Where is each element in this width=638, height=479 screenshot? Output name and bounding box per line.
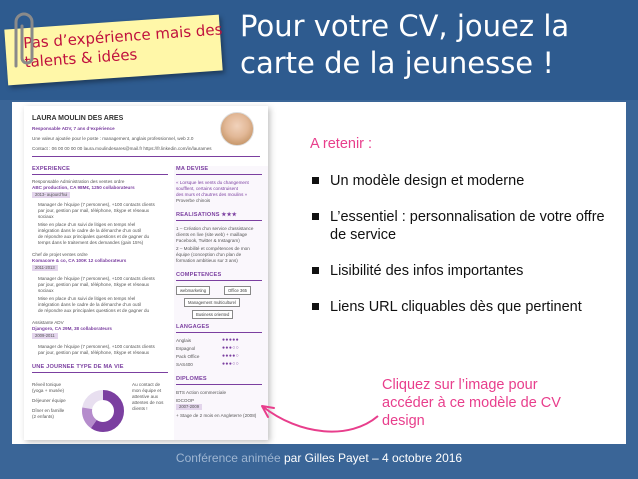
paperclip-icon [2,8,42,70]
key-point [310,208,620,244]
key-points-list [310,172,620,316]
bullet-square-icon [312,267,319,274]
key-point-text: Un modèle design et moderne [330,173,525,189]
cv-skill-tag: Business oriented [192,310,233,319]
key-point [310,262,620,280]
cv-avatar [220,112,254,146]
cv-divider [32,174,168,175]
cv-exp1-company: ABC production, CA 98M€, 1250 collaborateurs [32,185,135,190]
cv-section-realisations: REALISATIONS ★★★ [176,212,238,218]
key-point [310,172,620,190]
cv-divider [32,372,168,373]
cv-day-label: Au contact de [132,382,161,387]
cv-exp1-bullet: temps dans le traitement des demandes (gain 15%) [38,240,144,245]
sticky-note-text: Pas d’expérience mais des talents & idées [22,20,223,72]
cv-section-journee: UNE JOURNEE TYPE DE MA VIE [32,364,124,370]
cv-diploma-date: 2007-2009 [176,404,202,410]
cv-language-rating: ●●●●○ [222,353,240,359]
cv-section-diplomes: DIPLOMES [176,376,207,382]
cv-realisation-text: clients en live (site web) + maillage [176,232,248,237]
bullet-square-icon [312,303,319,310]
cv-section-langages: LANGAGES [176,324,210,330]
cv-skill-tag: Office 365 [224,286,251,295]
cv-day-label: attentes de nos [132,400,164,405]
cv-divider [176,332,262,333]
cv-role: Responsable ADV, 7 ans d’expérience [32,126,115,131]
cv-realisation-text: équipe (conception d’un plan de [176,252,242,257]
cv-day-label: Déjeuner équipe [32,398,66,403]
cv-exp2-bullet: sociaux [38,288,54,293]
cv-summary: Une valeur ajoutée pour le poste : management, anglais professionnel, web 2.0 [32,136,194,141]
cv-day-label: (yoga + musée) [32,388,65,393]
cv-language-rating: ●●●●● [222,337,240,343]
cv-day-label: clients ! [132,406,148,411]
retenir-label: A retenir : [310,136,373,152]
cv-exp2-bullet: Mise en place d’un suivi de litiges en temps réel [38,296,136,301]
cv-template-thumbnail[interactable] [24,106,268,440]
cv-exp2-bullet: par jour, gestion par mail, téléphone, Skype et réseaux [38,282,150,287]
cv-exp1-date: 2013- aujourd’hui [32,192,70,198]
cv-language-label: Pack Office [176,354,200,359]
cv-realisation-text: 1 – Création d’un service d’assistance [176,226,254,231]
cv-section-devise: MA DEVISE [176,166,209,172]
key-point-text: L’essentiel : personnalisation de votre offre de service [330,209,605,243]
slide-title: Pour votre CV, jouez la carte de la jeunesse ! [240,9,570,80]
cv-language-label: SAS400 [176,362,193,367]
cv-devise-text: des murs et d’autres des moulins » [176,192,248,197]
key-point-text: Liens URL cliquables dès que pertinent [330,299,582,315]
cv-realisation-text: 2 – Mobilité et compétences de mon [176,246,250,251]
cv-divider [176,174,262,175]
key-point-text: Lisibilité des infos importantes [330,263,524,279]
cv-realisation-text: formation ambitieux sur 3 ans) [176,258,238,263]
cv-day-label: attentive aux [132,394,159,399]
cv-language-label: Espagnol [176,346,196,351]
footer-main-text: par Gilles Payet – 4 octobre 2016 [283,451,463,465]
cv-exp3-date: 2009-2011 [32,333,58,339]
cv-exp1-bullet: intégration dans le cadre de la démarche d’un outil [38,228,141,233]
cv-devise-text: soufflent, certains construisent [176,186,238,191]
cv-divider [32,156,260,157]
cv-section-experience: EXPERIENCE [32,166,71,172]
cv-exp3-company: Djangoro, CA 29M, 38 collaborateurs [32,326,112,331]
cv-devise-text: « Lorsque les vents du changement [176,180,249,185]
cv-exp1-bullet: Manager de l’équipe (7 personnes), +100 contacts clients [38,202,155,207]
cv-divider [176,280,262,281]
cv-day-label: Réveil tonique [32,382,62,387]
cv-devise-text: Proverbe chinois [176,198,211,203]
cv-exp1-bullet: de répondre aux principales questions et de gagner du [38,234,150,239]
cv-exp2-bullet: intégration dans le cadre de la démarche d’un outil [38,302,141,307]
cv-day-label: mon équipe et [132,388,162,393]
footer-light-text: Conférence animée [175,451,284,465]
cv-diploma-text: + Stage de 2 mois en Angleterre (2008) [176,413,257,418]
cv-exp1-title: Responsable Administration des ventes ordre [32,179,125,184]
cv-exp1-bullet: Mise en place d’un suivi de litiges en temps réel [38,222,136,227]
bullet-square-icon [312,213,319,220]
cv-contact: Contact : 06 00 00 00 00 laura.moulindesares@mail.fr https://fr.linkedin.com/in/laurames [32,146,212,151]
curved-arrow-icon [250,380,390,440]
cv-language-label: Anglais [176,338,192,343]
cv-exp3-title: Assistante ADV [32,320,64,325]
cv-section-competences: COMPETENCES [176,272,222,278]
cv-exp2-company: Komacore & co, CA 100K 12 collaborateurs [32,258,127,263]
cv-day-donut-chart [80,388,126,434]
cv-exp2-bullet: de répondre aux principales questions et de gagner du [38,308,150,313]
cv-day-label: Dîner en famille [32,408,65,413]
cv-exp3-bullet: Manager de l’équipe (7 personnes), +100 contacts clients [38,344,155,349]
cv-exp2-date: 2011-2013 [32,265,58,271]
cta-link[interactable]: Cliquez sur l’image pour accéder à ce modèle de CV design [382,377,561,429]
cv-exp2-title: Chef de projet ventes ordre [32,252,88,257]
cv-exp1-bullet: sociaux [38,214,54,219]
cv-realisation-text: Facebook, Twitter & Instagram) [176,238,240,243]
cv-name: LAURA MOULIN DES ARES [32,115,124,122]
cv-divider [176,220,262,221]
cv-skill-tag: Management multiculturel [184,298,240,307]
cv-day-label: (2 enfants) [32,414,54,419]
key-point [310,298,620,316]
cv-diploma-text: IDCOOP [176,398,195,403]
cv-skill-tag: webmarketing [176,286,210,295]
cv-exp2-bullet: Manager de l’équipe (7 personnes), +100 contacts clients [38,276,155,281]
bullet-square-icon [312,177,319,184]
slide-footer [0,451,638,465]
cv-language-rating: ●●●○○ [222,345,240,351]
cv-exp3-bullet: par jour, gestion par mail, téléphone, Skype et réseaux [38,350,150,355]
cv-diploma-text: BTS Action commerciale [176,390,227,395]
cv-language-rating: ●●●○○ [222,361,240,367]
cv-exp1-bullet: par jour, gestion par mail, téléphone, Skype et réseaux [38,208,150,213]
